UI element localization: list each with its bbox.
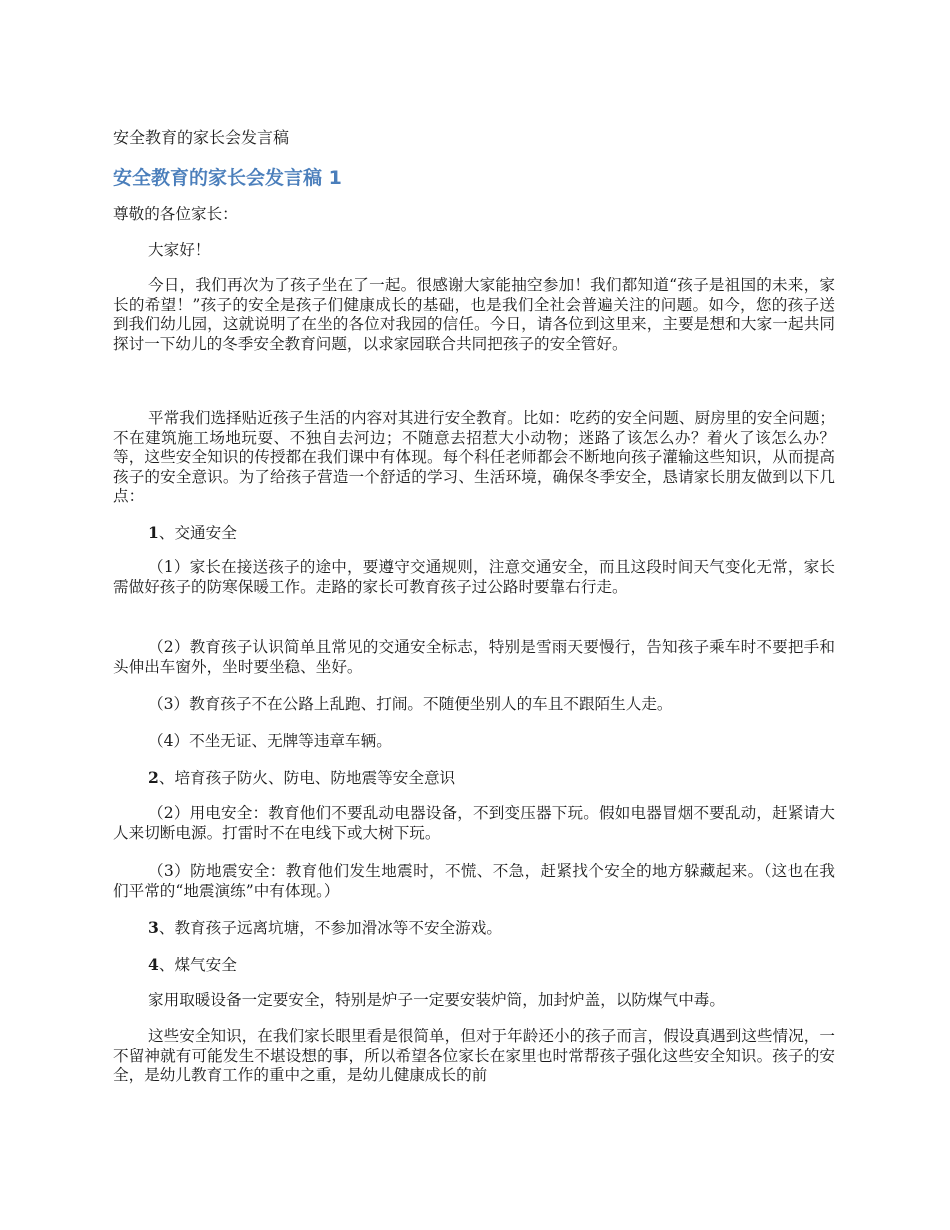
gas-safety-paragraph: 家用取暖设备一定要安全，特别是炉子一定要安装炉筒，加封炉盖，以防煤气中毒。	[148, 991, 725, 1009]
section-title: 、培育孩子防火、防电、防地震等安全意识	[158, 769, 456, 787]
section-title: 、煤气安全	[158, 956, 237, 974]
section-number: 2	[148, 768, 159, 787]
section-heading-gas	[113, 955, 835, 976]
traffic-item-1: （1）家长在接送孩子的途中，要遵守交通规则，注意交通安全，而且这段时间天气变化无常，家长需做好孩子的防寒保暖工作。走路的家长可教育孩子过公路时要靠右行走。	[113, 558, 835, 596]
paragraph-daily-education: 平常我们选择贴近孩子生活的内容对其进行安全教育。比如：吃药的安全问题、厨房里的安全问题；不在建筑施工场地玩耍、不独自去河边；不随意去招惹大小动物；迷路了该怎么办？着火了该怎么办？等，这些安全知识的传授都在我们课中有体现。每个科任老师都会不断地向孩子灌输这些知识，从而提高孩子的安全意识。为了给孩子营造一个舒适的学习、生活环境，确保冬季安全，恳请家长朋友做到以下几点：	[113, 409, 835, 505]
closing-paragraph: 这些安全知识，在我们家长眼里看是很简单，但对于年龄还小的孩子而言，假设真遇到这些情况，一不留神就有可能发生不堪设想的事，所以希望各位家长在家里也时常帮孩子强化这些安全知识。孩子的安全，是幼儿教育工作的重中之重，是幼儿健康成长的前	[113, 1027, 835, 1084]
traffic-item-4: （4）不坐无证、无牌等违章车辆。	[148, 732, 392, 750]
section-title: 、教育孩子远离坑塘，不参加滑冰等不安全游戏。	[158, 919, 502, 937]
traffic-item-2: （2）教育孩子认识简单且常见的交通安全标志，特别是雪雨天要慢行，告知孩子乘车时不要把手和头伸出车窗外，坐时要坐稳、坐好。	[113, 638, 835, 676]
section-number: 4	[148, 955, 159, 974]
section-heading-fire-electric	[113, 768, 835, 789]
electric-safety-item: （2）用电安全：教育他们不要乱动电器设备，不到变压器下玩。假如电器冒烟不要乱动，赶紧请大人来切断电源。打雷时不在电线下或大树下玩。	[113, 804, 835, 842]
earthquake-safety-item: （3）防地震安全：教育他们发生地震时，不慌、不急，赶紧找个安全的地方躲藏起来。（这也在我们平常的“地震演练”中有体现。）	[113, 862, 835, 900]
section-heading-traffic	[113, 523, 835, 544]
section-heading-water	[113, 918, 835, 939]
greeting: 大家好！	[148, 241, 211, 259]
section-title: 、交通安全	[158, 524, 237, 542]
section-number: 1	[148, 523, 159, 542]
speech-heading: 安全教育的家长会发言稿 1	[113, 167, 342, 189]
document-title: 安全教育的家长会发言稿	[113, 128, 290, 147]
salutation: 尊敬的各位家长：	[113, 205, 238, 223]
traffic-item-3: （3）教育孩子不在公路上乱跑、打闹。不随便坐别人的车且不跟陌生人走。	[148, 695, 673, 713]
section-number: 3	[148, 918, 159, 937]
paragraph-intro: 今日，我们再次为了孩子坐在了一起。很感谢大家能抽空参加！我们都知道“孩子是祖国的未来，家长的希望！”孩子的安全是孩子们健康成长的基础，也是我们全社会普遍关注的问题。如今，您的孩子送到我们幼儿园，这就说明了在坐的各位对我园的信任。今日，请各位到这里来，主要是想和大家一起共同探讨一下幼儿的冬季安全教育问题，以求家园联合共同把孩子的安全管好。	[113, 276, 835, 353]
